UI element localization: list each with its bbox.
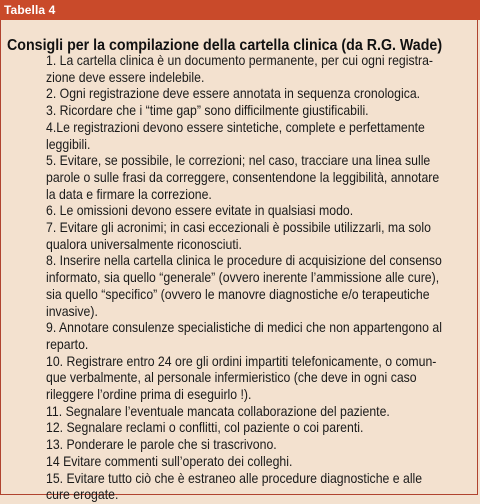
list-item-line: 13. Ponderare le parole che si trascrivono.: [46, 437, 277, 453]
list-item-line: que verbalmente, al personale infermieristico (che deve in ogni caso: [46, 370, 417, 386]
list-item: [46, 404, 454, 421]
list-item-line: 6. Le omissioni devono essere evitate in qualsiasi modo.: [46, 203, 354, 219]
list-item-line: rileggere l’ordine prima di eseguirlo !).: [46, 387, 252, 403]
list-item-line: sia quello “specifico” (ovvero le manovre diagnostiche e/o terapeutiche: [46, 286, 430, 302]
list-item-line: 11. Segnalare l’eventuale mancata collaborazione del paziente.: [46, 403, 390, 419]
list-item: [46, 103, 454, 120]
list-item-line: la data e firmare la correzione.: [46, 186, 212, 202]
list-item-line: 8. Inserire nella cartella clinica le procedure di acquisizione del consenso: [46, 253, 442, 269]
list-item-line: 9. Annotare consulenze specialistiche di medici che non appartengono al: [46, 320, 442, 336]
list-item-line: 1. La cartella clinica è un documento permanente, per cui ogni registra-: [46, 53, 434, 68]
list-item: [46, 320, 454, 353]
list-item: [46, 354, 454, 404]
list-item: [46, 420, 454, 437]
list-item-line: reparto.: [46, 336, 89, 352]
list-item: [46, 220, 454, 253]
list-item-line: 15. Evitare tutto ciò che è estraneo alle procedure diagnostiche e alle: [46, 470, 423, 486]
list-item-line: 5. Evitare, se possibile, le correzioni; nel caso, tracciare una linea sulle: [46, 153, 431, 169]
list-item-line: qualora universalmente riconosciuti.: [46, 236, 242, 252]
advice-list: [46, 53, 454, 504]
table-label: Tabella 4: [0, 0, 480, 20]
list-item: [46, 53, 454, 86]
list-item: [46, 120, 454, 153]
list-item-line: parole o sulle frasi da correggere, consentendone la leggibilità, annotare: [46, 169, 440, 185]
list-item: [46, 454, 454, 471]
list-item: [46, 153, 454, 203]
list-item-line: zione deve essere indelebile.: [46, 69, 205, 85]
list-item-line: 3. Ricordare che i “time gap” sono difficilmente giustificabili.: [46, 103, 369, 119]
list-item-line: 12. Segnalare reclami o conflitti, col paziente o coi parenti.: [46, 420, 364, 436]
list-item-line: informato, sia quello “generale” (ovvero inerente l’ammissione alle cure),: [46, 270, 440, 286]
list-item: [46, 253, 454, 320]
list-item-line: 10. Registrare entro 24 ore gli ordini impartiti telefonicamente, o comun-: [46, 353, 437, 369]
list-item: [46, 471, 454, 504]
list-item-line: 7. Evitare gli acronimi; in casi eccezionali è possibile utilizzarli, ma solo: [46, 220, 431, 236]
table-heading: Consigli per la compilazione della cartella clinica (da R.G. Wade): [7, 37, 443, 54]
list-item: [46, 86, 454, 103]
list-item-line: 14 Evitare commenti sull’operato dei colleghi.: [46, 453, 293, 469]
list-item: [46, 437, 454, 454]
list-item-line: cure erogate.: [46, 487, 119, 503]
list-item: [46, 203, 454, 220]
list-item-line: 2. Ogni registrazione deve essere annotata in sequenza cronologica.: [46, 86, 421, 102]
list-item-line: 4.Le registrazioni devono essere sintetiche, complete e perfettamente: [46, 119, 425, 135]
list-item-line: leggibili.: [46, 136, 91, 152]
list-item-line: invasive).: [46, 303, 98, 319]
